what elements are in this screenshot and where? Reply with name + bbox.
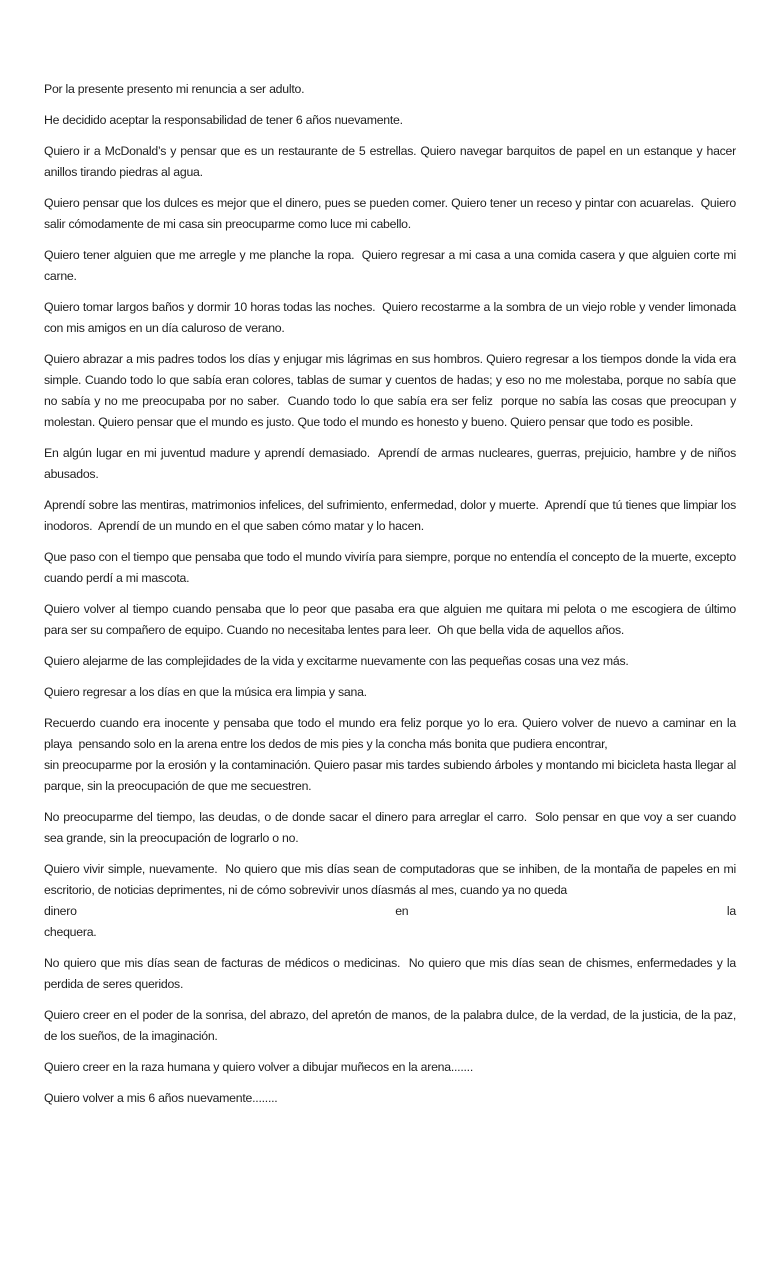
text-block: Quiero creer en la raza humana y quiero volver a dibujar muñecos en la arena....... [44,1060,474,1074]
paragraph [44,245,736,287]
paragraph [44,1005,736,1047]
justified-spread-line [44,901,736,922]
paragraph [44,682,736,703]
paragraph [44,297,736,339]
paragraph [44,495,736,537]
text-block: Por la presente presento mi renuncia a ser adulto. [44,82,305,96]
text-block: Quiero pensar que los dulces es mejor que el dinero, pues se pueden comer. Quiero tener un receso y pintar con acuarelas. Quiero salir cómodamente de mi casa sin preocuparme como luce mi cabello. [44,196,736,231]
text-block: No preocuparme del tiempo, las deudas, o de donde sacar el dinero para arreglar el carro. Solo pensar en que voy a ser cuando sea grande, sin la preocupación de lograrlo o no. [44,810,736,845]
paragraph [44,141,736,183]
paragraph [44,193,736,235]
text-block: Quiero tener alguien que me arregle y me planche la ropa. Quiero regresar a mi casa a una comida casera y que alguien corte mi carne. [44,248,736,283]
text-block: Quiero volver al tiempo cuando pensaba que lo peor que pasaba era que alguien me quitara mi pelota o me escogiera de último para ser su compañero de equipo. Cuando no necesitaba lentes para leer. Oh que bella vida de aquellos años. [44,602,736,637]
text-block: Recuerdo cuando era inocente y pensaba que todo el mundo era feliz porque yo lo era. Quiero volver de nuevo a caminar en la playa pensando solo en la arena entre los dedos de mis pies y la concha más bonita que pudiera encontrar, [44,716,736,751]
text-block: Quiero alejarme de las complejidades de la vida y excitarme nuevamente con las pequeñas cosas una vez más. [44,654,629,668]
text-block: Quiero creer en el poder de la sonrisa, del abrazo, del apretón de manos, de la palabra dulce, de la verdad, de la justicia, de la paz, de los sueños, de la imaginación. [44,1008,736,1043]
text-block: No quiero que mis días sean de facturas de médicos o medicinas. No quiero que mis días sean de chismes, enfermedades y la perdida de seres queridos. [44,956,736,991]
paragraph [44,547,736,589]
paragraph [44,859,736,943]
paragraph [44,443,736,485]
paragraph [44,1088,736,1109]
word: la [726,904,736,918]
paragraph [44,807,736,849]
paragraph [44,651,736,672]
text-block: Quiero regresar a los días en que la música era limpia y sana. [44,685,367,699]
paragraph [44,110,736,131]
text-block: Quiero volver a mis 6 años nuevamente........ [44,1091,278,1105]
text-block: He decidido aceptar la responsabilidad de tener 6 años nuevamente. [44,113,403,127]
paragraph [44,953,736,995]
document-content [44,79,736,1119]
text-block: Quiero tomar largos baños y dormir 10 horas todas las noches. Quiero recostarme a la sombra de un viejo roble y vender limonada con mis amigos en un día caluroso de verano. [44,300,736,335]
word: dinero [44,904,77,918]
text-block: Quiero abrazar a mis padres todos los días y enjugar mis lágrimas en sus hombros. Quiero regresar a los tiempos donde la vida era simple. Cuando todo lo que sabía eran colores, tablas de sumar y cuentos de hadas; y eso no me molestaba, porque no sabía que no sabía y no me preocupaba por no saber. Cuando todo lo que sabía era ser feliz porque no sabía las cosas que preocupan y molestan. Quiero pensar que el mundo es justo. Que todo el mundo es honesto y bueno. Quiero pensar que todo es posible. [44,352,736,429]
paragraph [44,599,736,641]
text-block: Quiero vivir simple, nuevamente. No quiero que mis días sean de computadoras que se inhiben, de la montaña de papeles en mi escritorio, de noticias deprimentes, ni de cómo sobrevivir unos díasmás al mes, cuando ya no queda [44,862,736,897]
text-block: Aprendí sobre las mentiras, matrimonios infelices, del sufrimiento, enfermedad, dolor y muerte. Aprendí que tú tienes que limpiar los inodoros. Aprendí de un mundo en el que saben cómo matar y lo hacen. [44,498,736,533]
paragraph [44,713,736,797]
paragraph [44,1057,736,1078]
text-block: chequera. [44,925,97,939]
text-block: Que paso con el tiempo que pensaba que todo el mundo viviría para siempre, porque no entendía el concepto de la muerte, excepto cuando perdí a mi mascota. [44,550,736,585]
text-block: En algún lugar en mi juventud madure y aprendí demasiado. Aprendí de armas nucleares, guerras, prejuicio, hambre y de niños abusados. [44,446,736,481]
paragraph [44,79,736,100]
word: en [395,904,409,918]
paragraph [44,349,736,433]
text-block: sin preocuparme por la erosión y la contaminación. Quiero pasar mis tardes subiendo árboles y montando mi bicicleta hasta llegar al parque, sin la preocupación de que me secuestren. [44,758,736,793]
text-block: Quiero ir a McDonald’s y pensar que es un restaurante de 5 estrellas. Quiero navegar barquitos de papel en un estanque y hacer anillos tirando piedras al agua. [44,144,736,179]
